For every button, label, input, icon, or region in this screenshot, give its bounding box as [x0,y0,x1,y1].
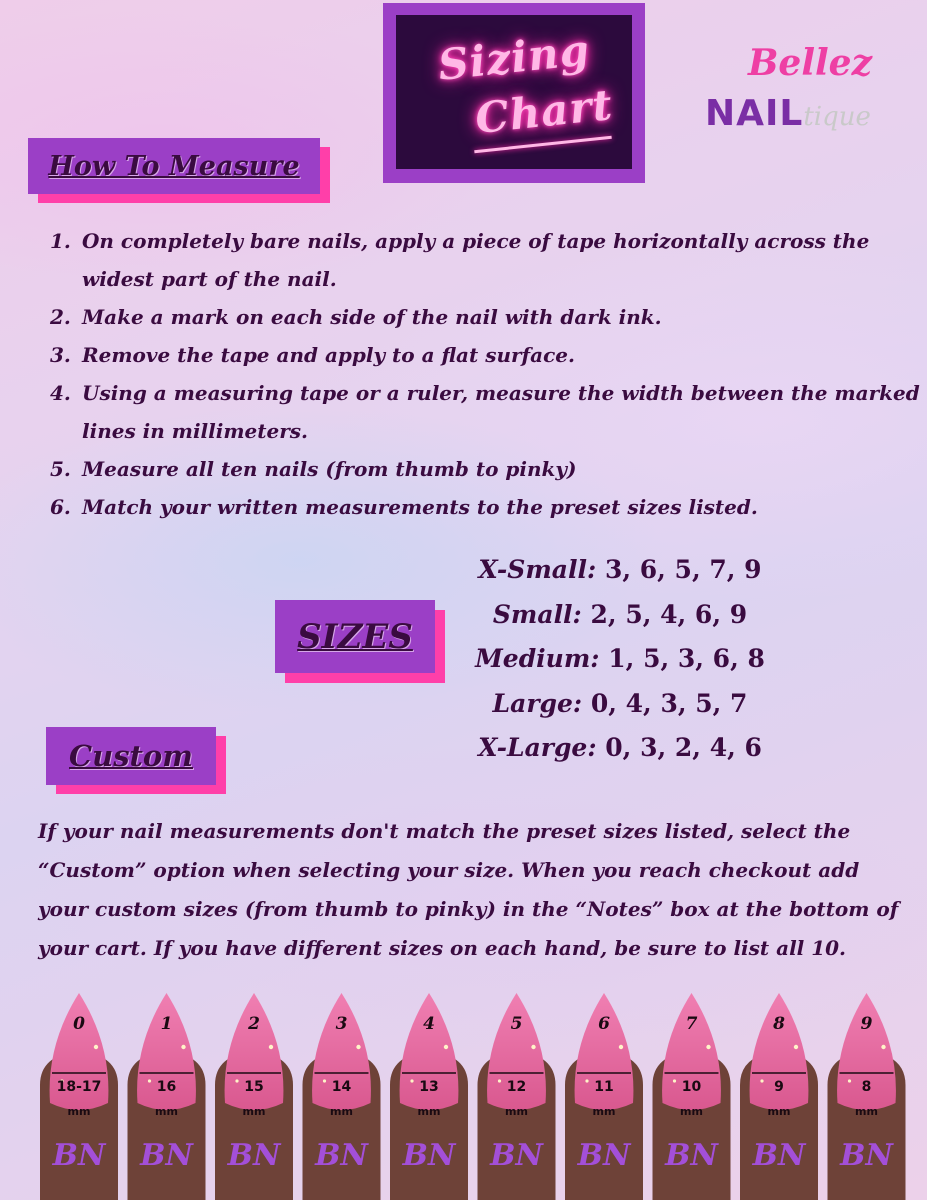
nail-unit: mm [155,1105,178,1118]
step-item [50,336,920,374]
nail-unit: mm [767,1105,791,1118]
sparkle [585,1079,588,1082]
custom-header [46,727,216,785]
nail-monogram: BN [315,1138,368,1173]
nail-number: 4 [423,1014,435,1034]
nail-number: 7 [685,1014,698,1034]
nail-monogram: BN [752,1138,806,1173]
size-row-xlarge [440,726,800,771]
nail-size-value: 10 [681,1079,702,1095]
step-text: On completely bare nails, apply a piece of tape horizontally across the widest part of the nail. [82,229,870,291]
size-row-large [440,682,800,727]
nail-1 [128,993,206,1200]
nail-5 [478,993,556,1200]
step-item [50,222,920,298]
sparkle [706,1045,710,1049]
nail-unit: mm [592,1105,616,1118]
sparkle [760,1079,763,1082]
sparkle [269,1045,273,1049]
step-number: 3. [50,343,71,367]
nail-size-value: 14 [331,1079,352,1095]
sparkle [881,1045,885,1049]
nail-unit: mm [680,1105,703,1118]
size-label: Large: [492,688,583,718]
nail-0 [40,993,118,1200]
nail-monogram: BN [577,1138,631,1173]
step-text: Measure all ten nails (from thumb to pinky) [82,457,577,481]
sign-title-line1: Sizing [435,25,593,90]
size-label: Small: [492,599,582,629]
nail-6 [565,993,643,1200]
size-values: 1, 5, 3, 6, 8 [608,644,765,673]
size-list [440,548,800,771]
nail-size-value: 15 [244,1079,264,1095]
nail-monogram: BN [227,1138,281,1173]
size-values: 0, 3, 2, 4, 6 [605,733,762,762]
sparkle [673,1079,676,1082]
nail-monogram: BN [840,1138,893,1173]
nail-3 [303,993,381,1200]
sparkle [848,1079,851,1082]
size-values: 0, 4, 3, 5, 7 [590,688,748,718]
step-text: Match your written measurements to the preset sizes listed. [82,495,758,519]
sizes-heading: SIZES [297,616,413,657]
nail-monogram: BN [140,1138,193,1173]
step-item [50,374,920,450]
custom-heading: Custom [69,739,193,773]
sparkle [356,1045,360,1049]
nail-monogram: BN [490,1138,543,1173]
sparkle [619,1045,623,1049]
nail-7 [653,993,731,1200]
step-number: 5. [50,457,71,481]
logo-bellez: Bellez [747,42,873,84]
nail-size-value: 8 [861,1079,872,1095]
step-number: 2. [50,305,71,329]
size-label: X-Large: [478,733,597,762]
sizing-chart-sign-panel [396,15,632,169]
nail-unit: mm [67,1105,91,1118]
step-text: Using a measuring tape or a ruler, measure the width between the marked lines in millimeters. [82,381,920,443]
sparkle [410,1079,413,1082]
size-row-medium [440,637,800,682]
step-text: Make a mark on each side of the nail with dark ink. [82,305,662,329]
nail-size-illustration [0,985,927,1200]
sparkle [498,1079,501,1082]
size-row-small [440,593,800,638]
sizes-header [275,600,435,673]
sparkle [531,1045,535,1049]
nail-unit: mm [855,1105,878,1118]
nail-number: 0 [73,1014,85,1034]
step-number: 4. [50,381,71,405]
nail-size-value: 13 [419,1079,439,1095]
logo-tique-word: tique [803,102,871,132]
step-item [50,298,920,336]
nail-unit: mm [505,1105,528,1118]
logo-nail-word: NAIL [705,93,804,134]
step-number: 6. [50,495,71,519]
nail-4 [390,993,468,1200]
nail-size-value: 11 [594,1079,614,1095]
nail-number: 3 [335,1014,348,1034]
size-values: 2, 5, 4, 6, 9 [590,599,748,629]
nail-monogram: BN [665,1138,718,1173]
size-label: X-Small: [478,555,597,584]
custom-instructions: If your nail measurements don't match the preset sizes listed, select the “Custom” option when selecting your size. When you reach checkout add your custom sizes (from thumb to pinky) in the “Notes” box at the bottom of your cart. If you have different sizes on each hand, be sure to list all 10. [38,819,899,960]
nail-number: 6 [598,1014,610,1034]
nail-number: 5 [510,1014,523,1034]
sparkle [148,1079,151,1082]
sparkle [94,1045,98,1049]
step-item [50,488,920,526]
sparkle [323,1079,326,1082]
nail-monogram: BN [402,1138,456,1173]
nail-number: 2 [248,1014,260,1034]
sparkle [794,1045,798,1049]
nail-unit: mm [417,1105,441,1118]
nail-number: 9 [860,1014,873,1034]
sparkle [181,1045,185,1049]
nail-number: 8 [773,1014,785,1034]
size-label: Medium: [475,644,600,673]
sign-title-line2: Chart [472,79,616,144]
measure-steps-list [50,222,920,526]
sparkle [444,1045,448,1049]
nail-size-value: 18-17 [56,1079,102,1095]
step-item [50,450,920,488]
step-number: 1. [50,229,71,253]
logo-nailtique [705,93,905,139]
size-values: 3, 6, 5, 7, 9 [604,555,762,584]
sparkle [235,1079,238,1082]
how-to-heading: How To Measure [48,150,300,182]
step-text: Remove the tape and apply to a flat surface. [82,343,575,367]
size-row-xsmall [440,548,800,593]
nail-monogram: BN [52,1138,106,1173]
how-to-header [28,138,320,194]
nail-size-value: 9 [774,1079,784,1095]
nail-unit: mm [242,1105,266,1118]
nail-2 [215,993,293,1200]
nail-number: 1 [160,1014,173,1034]
nail-size-value: 12 [506,1079,527,1095]
nail-9 [828,993,906,1200]
nail-size-value: 16 [156,1079,177,1095]
nail-8 [740,993,818,1200]
nail-unit: mm [330,1105,353,1118]
